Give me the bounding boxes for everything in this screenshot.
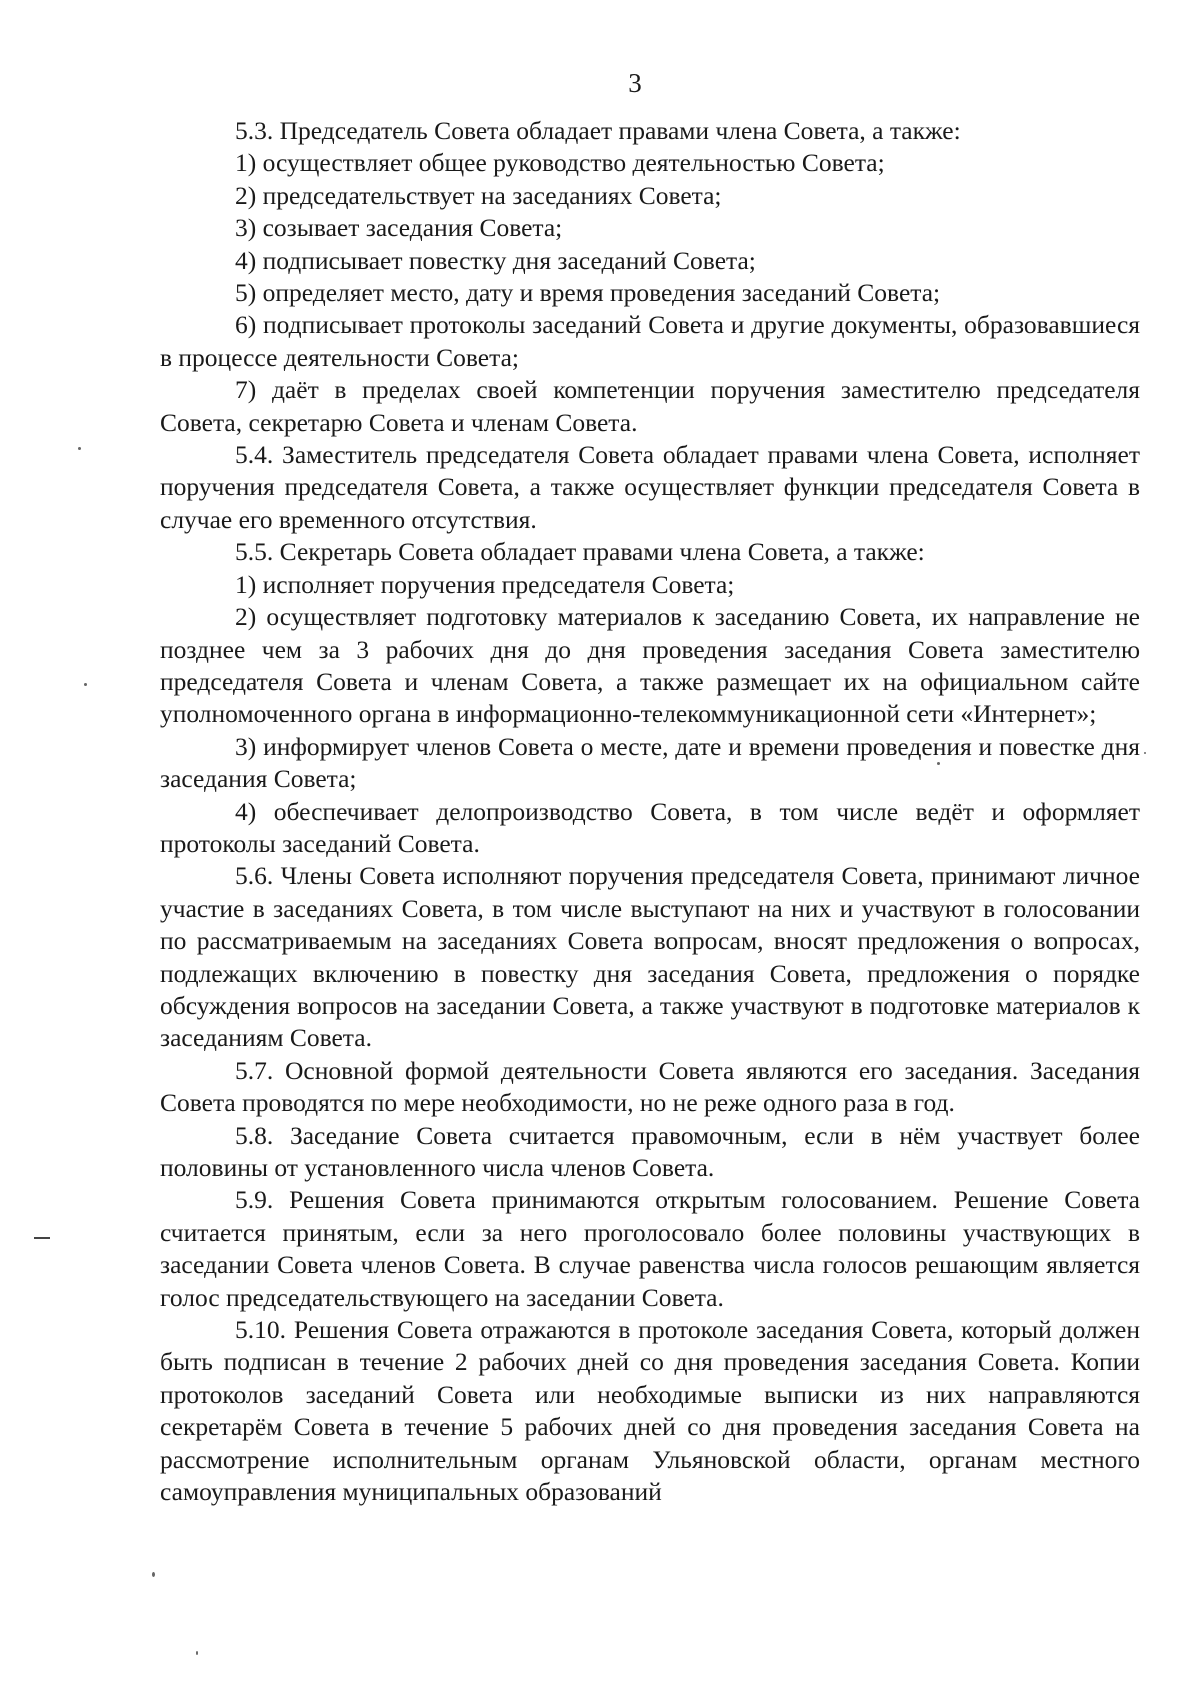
paragraph-5-10: 5.10. Решения Совета отражаются в протоколе заседания Совета, который должен быть подписан в течение 2 рабочих дней со дня проведения заседания Совета. Копии протоколов заседаний Совета или необходимые выписки из них направляются секретарём Совета в течение 5 рабочих дней со дня проведения заседания Совета на рассмотрение исполнительным органам Ульяновской области, органам местного самоуправления муниципальных образований xyxy=(160,1315,1140,1507)
scan-speck xyxy=(84,683,87,686)
paragraph-5-3-item-7: 7) даёт в пределах своей компетенции поручения заместителю председателя Совета, секретарю Совета и членам Совета. xyxy=(160,375,1140,437)
paragraph-5-7: 5.7. Основной формой деятельности Совета являются его заседания. Заседания Совета проводятся по мере необходимости, но не реже одного раза в год. xyxy=(160,1055,1140,1118)
paragraph-5-5-item-3: 3) информирует членов Совета о месте, дате и времени проведения и повестке дня заседания Совета; xyxy=(160,731,1140,794)
page-number: 3 xyxy=(628,68,642,98)
paragraph-5-3-item-2: 2) председательствует на заседаниях Совета; xyxy=(235,180,722,210)
paragraph-5-5-item-1: 1) исполняет поручения председателя Совета; xyxy=(235,569,735,599)
paragraph-5-4: 5.4. Заместитель председателя Совета обладает правами члена Совета, исполняет поручения председателя Совета, а также осуществляет функции председателя Совета в случае его временного отсутствия. xyxy=(160,440,1140,534)
paragraph-5-3-item-3: 3) созывает заседания Совета; xyxy=(235,213,563,243)
scan-speck xyxy=(78,447,81,450)
paragraph-5-5-item-4: 4) обеспечивает делопроизводство Совета, в том числе ведёт и оформляет протоколы заседаний Совета. xyxy=(160,796,1140,858)
scan-speck xyxy=(1144,752,1146,754)
document-body xyxy=(160,115,1140,1508)
paragraph-5-6: 5.6. Члены Совета исполняют поручения председателя Совета, принимают личное участие в заседаниях Совета, в том числе выступают на них и участвуют в голосовании по рассматриваемым на заседаниях Совета вопросам, вносят предложения о вопросах, подлежащих включению в повестку дня заседания Совета, предложения о порядке обсуждения вопросов на заседании Совета, а также участвуют в подготовке материалов к заседаниям Совета. xyxy=(160,861,1140,1053)
paragraph-5-3: 5.3. Председатель Совета обладает правами члена Совета, а также: xyxy=(235,116,961,145)
paragraph-5-5: 5.5. Секретарь Совета обладает правами члена Совета, а также: xyxy=(235,537,925,567)
paragraph-5-3-item-6: 6) подписывает протоколы заседаний Совета и другие документы, образовавшиеся в процессе деятельности Совета; xyxy=(160,310,1140,372)
scan-speck xyxy=(196,1651,198,1655)
paragraph-5-3-item-1: 1) осуществляет общее руководство деятельностью Совета; xyxy=(235,148,885,178)
scan-speck xyxy=(937,762,940,765)
paragraph-5-9: 5.9. Решения Совета принимаются открытым голосованием. Решение Совета считается принятым, если за него проголосовало более половины участвующих в заседании Совета членов Совета. В случае равенства числа голосов решающим является голос председательствующего на заседании Совета. xyxy=(160,1185,1140,1312)
paragraph-5-8: 5.8. Заседание Совета считается правомочным, если в нём участвует более половины от установленного числа членов Совета. xyxy=(160,1120,1140,1182)
paragraph-5-3-item-5: 5) определяет место, дату и время проведения заседаний Совета; xyxy=(235,278,941,308)
paragraph-5-3-item-4: 4) подписывает повестку дня заседаний Совета; xyxy=(235,245,756,275)
margin-dash xyxy=(34,1237,50,1239)
scan-speck xyxy=(152,1572,155,1577)
paragraph-5-5-item-2: 2) осуществляет подготовку материалов к заседанию Совета, их направление не позднее чем за 3 рабочих дня до дня проведения заседания Совета заместителю председателя Совета и членам Совета, а также размещает их на официальном сайте уполномоченного органа в информационно-телекоммуникационной сети «Интернет»; xyxy=(160,602,1140,729)
